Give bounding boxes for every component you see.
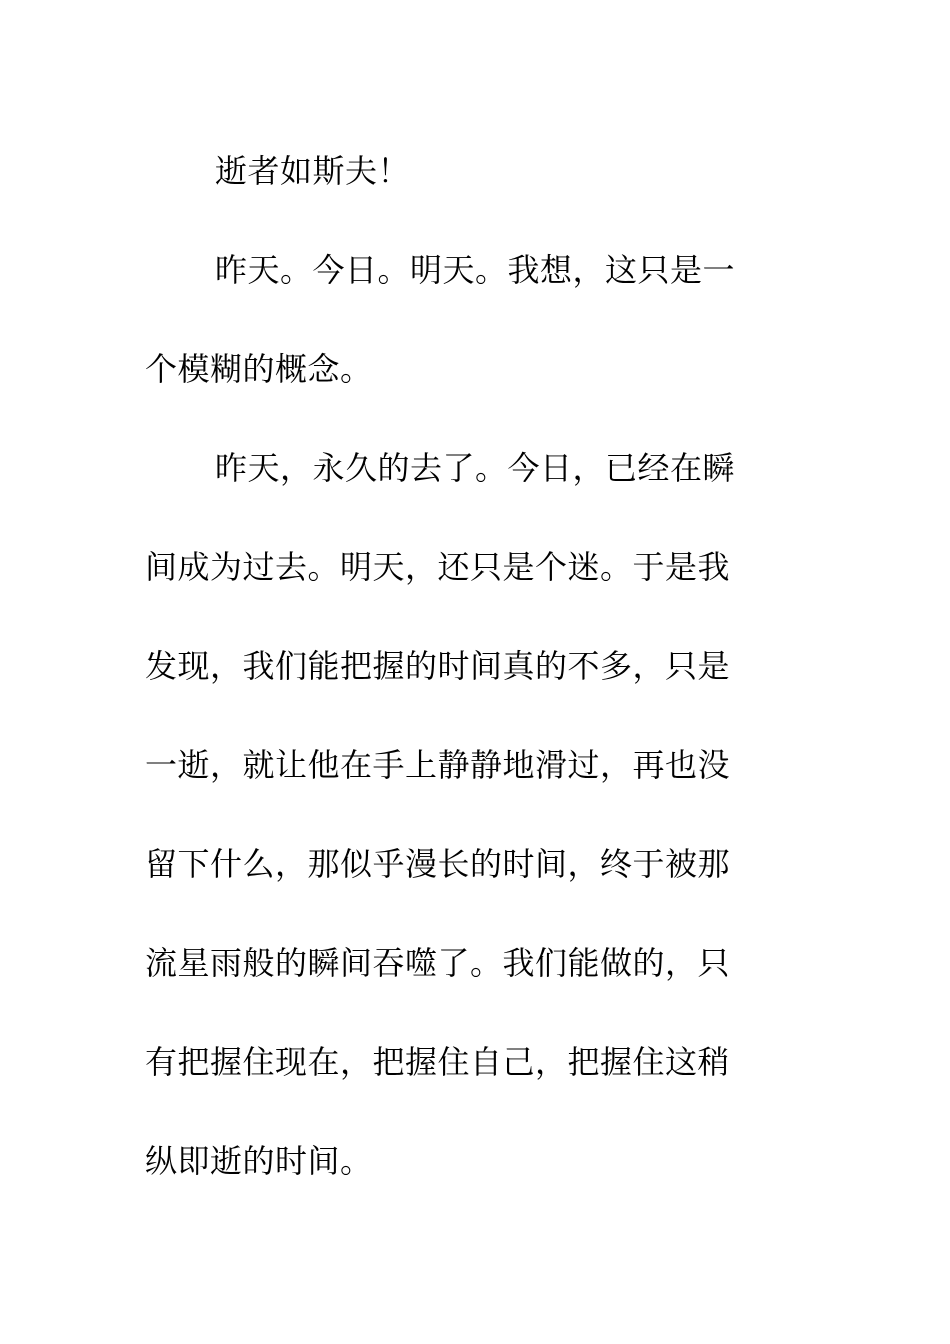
paragraph-line: 间成为过去。明天，还只是个迷。于是我 <box>145 548 731 586</box>
paragraph-line: 有把握住现在，把握住自己，把握住这稍 <box>145 1043 731 1081</box>
paragraph-line: 个模糊的概念。 <box>145 350 373 388</box>
paragraph-3 <box>145 419 785 1211</box>
paragraph-line: 发现，我们能把握的时间真的不多，只是 <box>145 647 731 685</box>
paragraph-line: 纵即逝的时间。 <box>145 1142 373 1180</box>
document-body <box>145 122 785 1211</box>
paragraph-line: 流星雨般的瞬间吞噬了。我们能做的，只 <box>145 944 731 982</box>
paragraph-line: 一逝，就让他在手上静静地滑过，再也没 <box>145 746 731 784</box>
paragraph-line: 留下什么，那似乎漫长的时间，终于被那 <box>145 845 731 883</box>
paragraph-line: 昨天，永久的去了。今日，已经在瞬 <box>215 449 736 487</box>
paragraph-2 <box>145 221 785 419</box>
paragraph-1 <box>145 122 785 221</box>
paragraph-line: 逝者如斯夫！ <box>215 152 411 190</box>
paragraph-line: 昨天。今日。明天。我想，这只是一 <box>215 251 736 289</box>
